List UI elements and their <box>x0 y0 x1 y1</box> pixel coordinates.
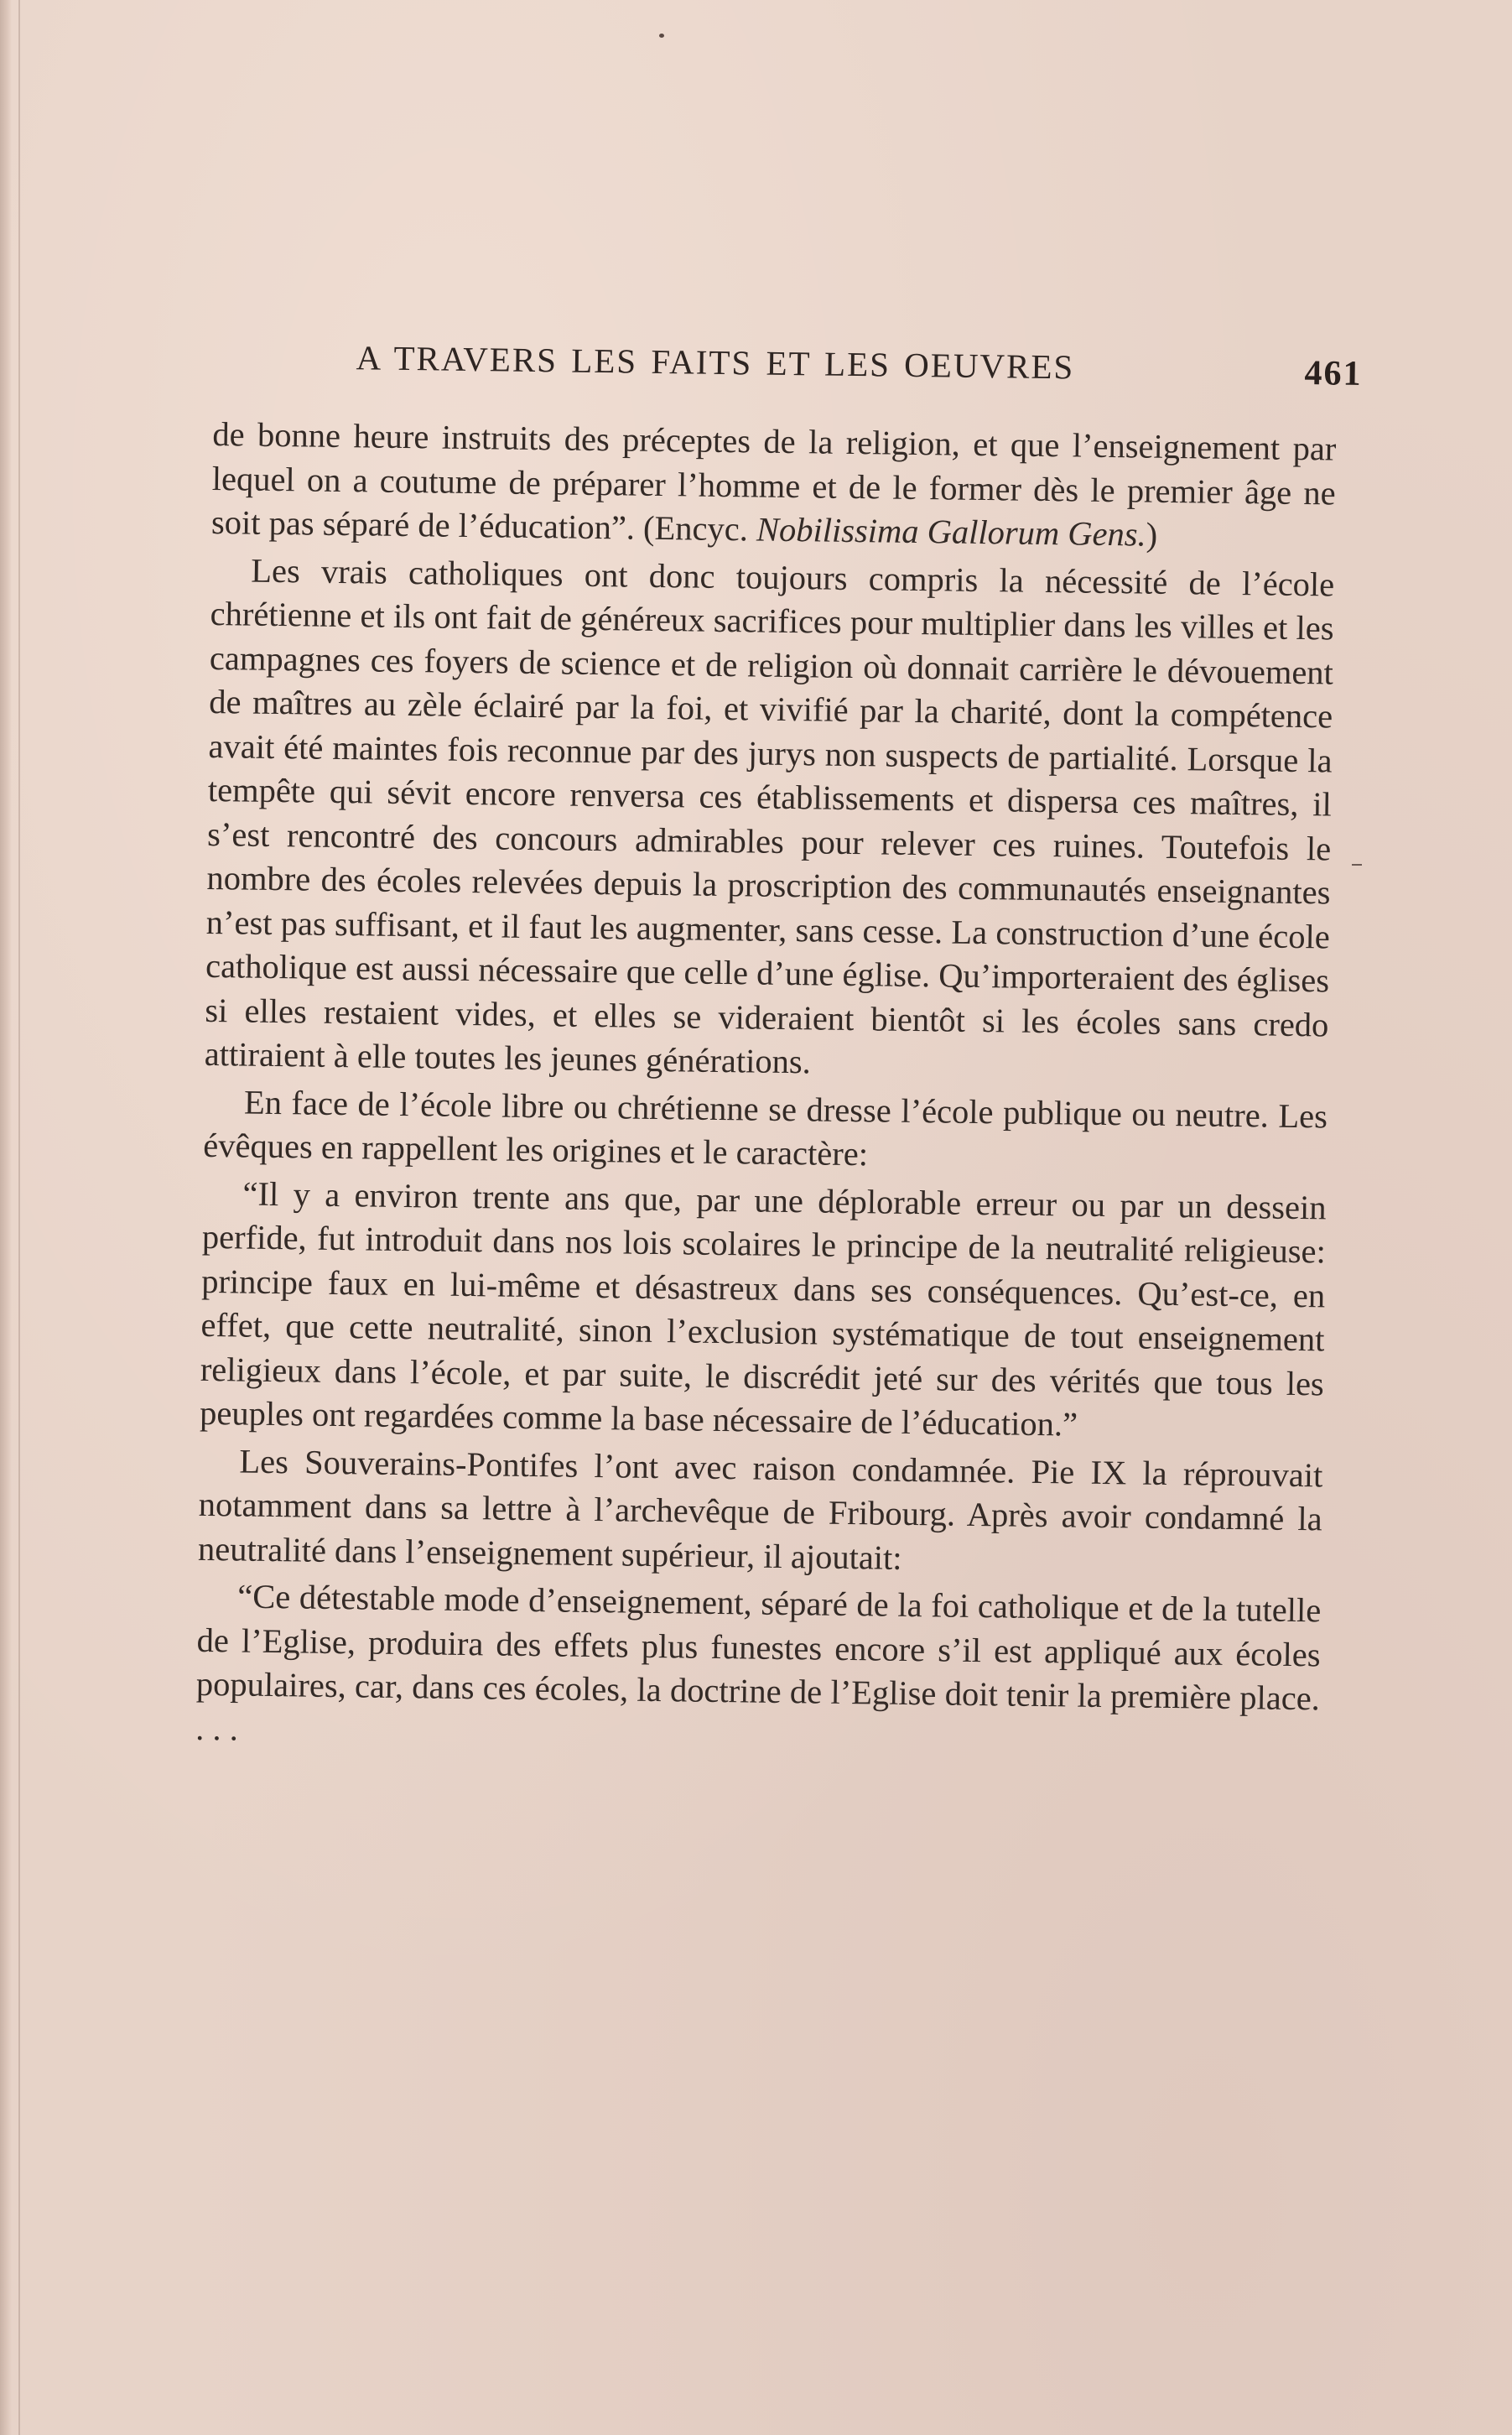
ink-speck <box>659 34 664 38</box>
running-title: A TRAVERS LES FAITS ET LES OEUVRES <box>356 338 1075 387</box>
paragraph-4-quote: “Il y a environ trente ans que, par une déplorable erreur ou par un dessein perfide, fut introduit dans nos lois scolaires le principe de la neutralité religieuse: principe faux en lui-même et désastreux dans ses conséquences. Qu’est-ce, en effet, que cette neutralité, sinon l’exclusion systématique de tout enseignement religieux dans l’école, et par suite, le discrédit jeté sur des vérités que tous les peuples ont regardées comme la base nécessaire de l’éducation.” <box>199 1174 1327 1444</box>
paragraph-2: Les vrais catholiques ont donc toujours compris la nécessité de l’école chrétienne et ils ont fait de généreux sacrifices pour multiplier dans les villes et les campagnes ces foyers de science et de religion où donnait carrière le dévouement de maîtres au zèle éclairé par la foi, et vivifié par la charité, dont la compétence avait été maintes fois reconnue par des jurys non suspects de partialité. Lorsque la tempête qui sévit encore renversa ces établissements et dispersa ces maîtres, il s’est rencontré des concours admirables pour relever ces ruines. Toutefois le nombre des écoles relevées depuis la proscription des communautés enseignantes n’est pas suffisant, et il faut les augmenter, sans cesse. La construction d’une école catholique est aussi nécessaire que celle d’une église. Qu’importeraient des églises si elles restaient vides, et elles se videraient bientôt si les écoles sans credo attiraient à elle toutes les jeunes générations. <box>204 551 1335 1081</box>
margin-mark <box>1352 864 1362 866</box>
paragraph-3: En face de l’école libre ou chrétienne se dresse l’école publique ou neutre. Les évêques en rappellent les origines et le caractère: <box>203 1083 1328 1173</box>
paragraph-1-close: ) <box>1146 515 1158 554</box>
body-text <box>195 413 1337 1765</box>
paragraph-6-quote: “Ce détestable mode d’enseignement, séparé de la foi catholique et de la tutelle de l’Eglise, produira des effets plus funestes encore s’il est appliqué aux écoles populaires, car, dans ces écoles, la doctrine de l’Eglise doit tenir la première place. . . . <box>195 1577 1322 1748</box>
binding-rule <box>18 0 20 2435</box>
paragraph-5: Les Souverains-Pontifes l’ont avec raison condamnée. Pie IX la réprouvait notamment dans sa lettre à l’archevêque de Fribourg. Après avoir condamné la neutralité dans l’enseignement supérieur, il ajoutait: <box>197 1442 1323 1577</box>
encyclical-title: Nobilissima Gallorum Gens. <box>756 510 1146 554</box>
page-left-edge <box>0 0 12 2435</box>
page-number: 461 <box>1304 354 1363 393</box>
running-head <box>213 336 1363 409</box>
paragraph-1-text: de bonne heure instruits des préceptes de la religion, et que l’enseignement par lequel on a coutume de préparer l’homme et de le former dès le premier âge ne soit pas séparé de l’éducation”. (Encyc. <box>210 414 1337 549</box>
paragraph-1 <box>211 413 1337 559</box>
book-page <box>195 336 1363 1768</box>
